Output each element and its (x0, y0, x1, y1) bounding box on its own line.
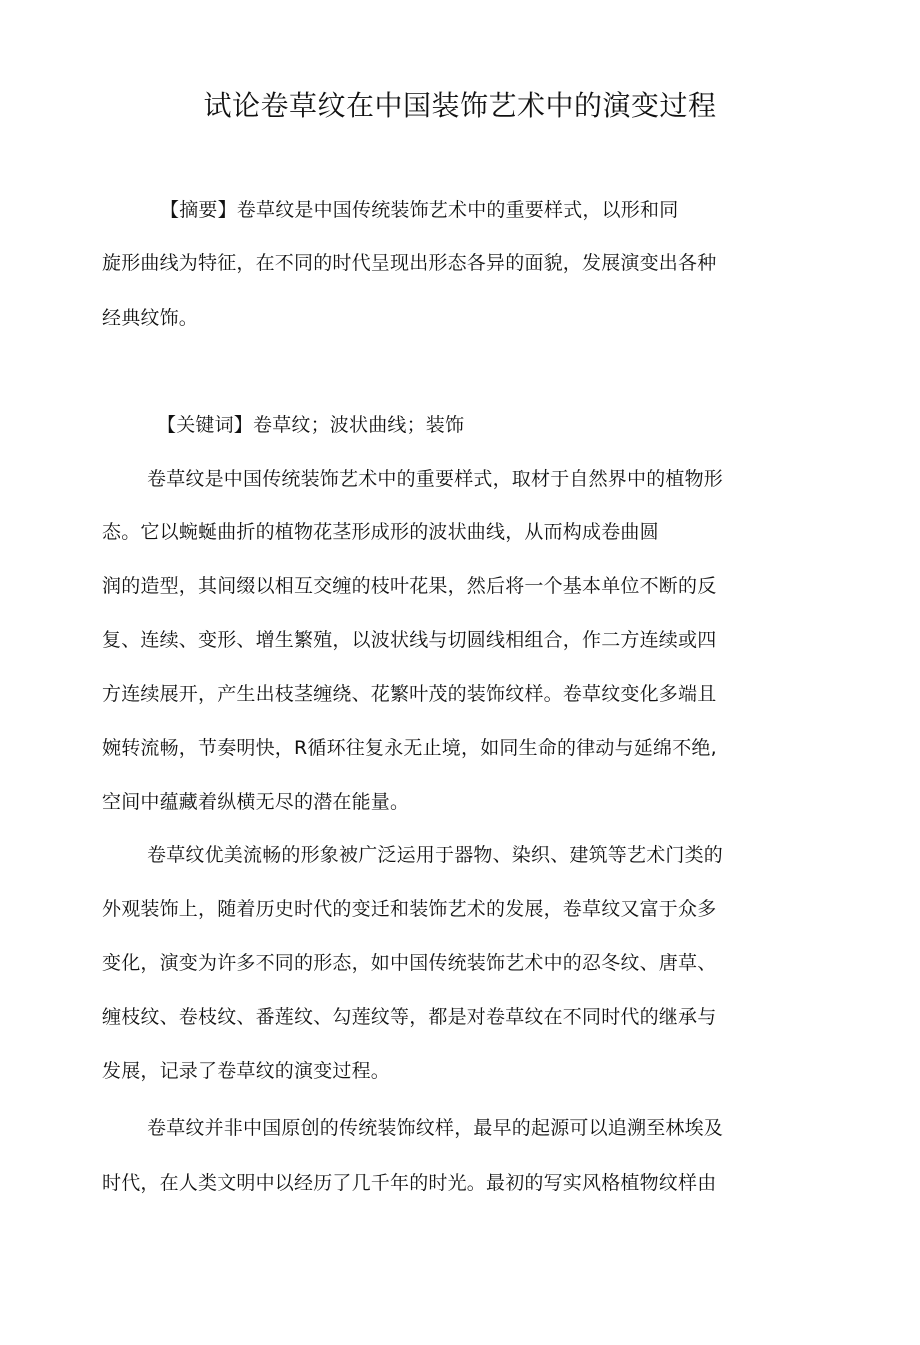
paragraph-3-line-1: 卷草纹并非中国原创的传统装饰纹样，最早的起源可以追溯至林埃及 (147, 1117, 724, 1139)
keywords-line: 【关键词】卷草纹；波状曲线；装饰 (157, 414, 465, 436)
paragraph-1-line-5: 方连续展开，产生出枝茎缠绕、花繁叶茂的装饰纹样。卷草纹变化多端且 (102, 683, 717, 705)
paragraph-1-line-2: 态。它以蜿蜒曲折的植物花茎形成形的波状曲线，从而构成卷曲圆 (102, 521, 659, 543)
paragraph-3-line-2: 时代，在人类文明中以经历了几千年的时光。最初的写实风格植物纹样由 (102, 1172, 717, 1194)
paragraph-1-line-4: 复、连续、变形、增生繁殖，以波状线与切圆线相组合，作二方连续或四 (102, 629, 717, 651)
abstract-line-3: 经典纹饰。 (102, 307, 199, 329)
paragraph-2-line-5: 发展，记录了卷草纹的演变过程。 (102, 1060, 391, 1082)
document-title: 试论卷草纹在中国装饰艺术中的演变过程 (203, 89, 717, 122)
paragraph-2-line-2: 外观装饰上，随着历史时代的变迁和装饰艺术的发展，卷草纹又富于众多 (102, 898, 717, 920)
paragraph-1-line-3: 润的造型，其间缀以相互交缠的枝叶花果，然后将一个基本单位不断的反 (102, 575, 717, 597)
abstract-line-2: 旋形曲线为特征，在不同的时代呈现出形态各异的面貌，发展演变出各种 (102, 252, 717, 274)
paragraph-1-line-1: 卷草纹是中国传统装饰艺术中的重要样式，取材于自然界中的植物形 (147, 468, 724, 490)
paragraph-2-line-4: 缠枝纹、卷枝纹、番莲纹、勾莲纹等，都是对卷草纹在不同时代的继承与 (102, 1006, 717, 1028)
paragraph-1-line-6: 婉转流畅，节奏明快，R循环往复永无止境，如同生命的律动与延绵不绝, (102, 737, 717, 759)
abstract-line-1: 【摘要】卷草纹是中国传统装饰艺术中的重要样式，以形和同 (160, 199, 679, 221)
paragraph-2-line-3: 变化，演变为许多不同的形态，如中国传统装饰艺术中的忍冬纹、唐草、 (102, 952, 717, 974)
paragraph-1-line-7: 空间中蕴藏着纵横无尽的潜在能量。 (102, 791, 410, 813)
paragraph-2-line-1: 卷草纹优美流畅的形象被广泛运用于器物、染织、建筑等艺术门类的 (147, 844, 724, 866)
